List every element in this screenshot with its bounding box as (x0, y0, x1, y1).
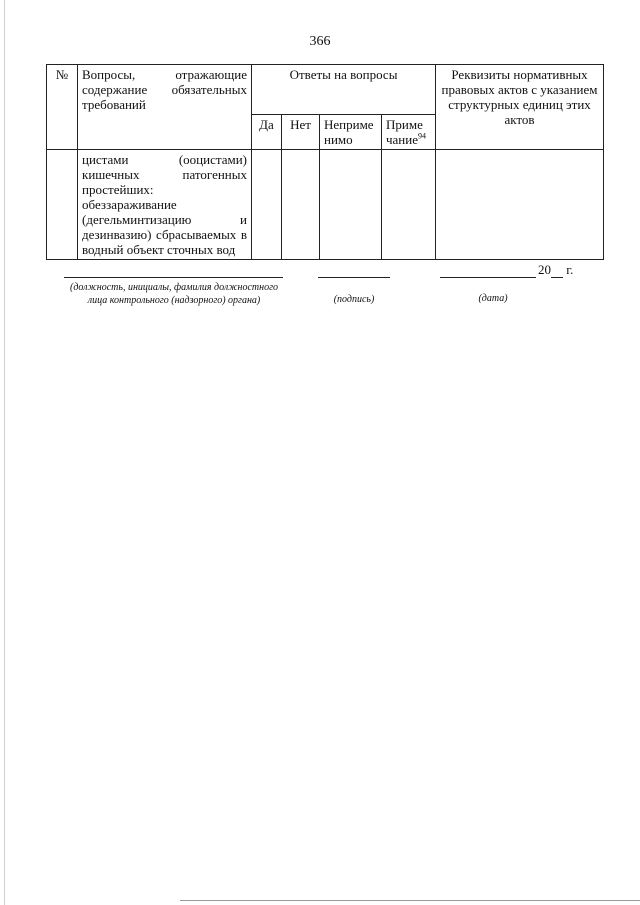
position-caption (46, 281, 302, 307)
scan-edge-left (4, 0, 5, 905)
header-answer-no: Нет (282, 115, 320, 150)
checklist-table (46, 64, 604, 260)
year-suffix: г. (566, 262, 574, 277)
row-answer-yes-cell[interactable] (252, 150, 282, 260)
row-question-line-1: цистами (ооцистами) (82, 152, 247, 167)
header-answers-group: Ответы на вопросы (252, 65, 436, 115)
row-not-applicable-cell[interactable] (320, 150, 382, 260)
header-note-line-1: Приме (386, 117, 423, 132)
row-question-line-5: (дегельминтизацию и (82, 212, 247, 227)
header-not-applicable-line-2: нимо (324, 132, 353, 147)
row-question-line-6: дезинвазию) сбрасываемых в (82, 227, 247, 242)
header-requisites-line-2: правовых актов с указанием (441, 82, 598, 97)
header-requisites-line-4: актов (504, 112, 535, 127)
header-note-line-2 (386, 132, 431, 147)
header-requisites-line-1: Реквизиты нормативных (451, 67, 588, 82)
date-line (440, 277, 536, 278)
signature-caption: (подпись) (333, 294, 375, 305)
header-requisites (436, 65, 604, 150)
row-question (78, 150, 252, 260)
year-prefix: 20 (538, 262, 551, 277)
row-question-line-2: кишечных патогенных (82, 167, 247, 182)
page-number: 366 (309, 34, 331, 49)
position-signature-line (64, 277, 283, 278)
header-questions-line-2: содержание обязательных (82, 82, 247, 97)
row-requisites-cell[interactable] (436, 150, 604, 260)
year-field (538, 262, 573, 278)
header-not-applicable (320, 115, 382, 150)
position-caption-line-1: (должность, инициалы, фамилия должностного (69, 282, 278, 293)
row-answer-no-cell[interactable] (282, 150, 320, 260)
year-blank (551, 266, 563, 278)
footnote-marker: 94 (418, 131, 426, 141)
scan-edge-bottom (180, 900, 640, 901)
row-question-line-4: обеззараживание (82, 197, 177, 212)
header-questions-line-1: Вопросы, отражающие (82, 67, 247, 82)
position-caption-line-2: лица контрольного (надзорного) органа) (87, 295, 261, 306)
header-not-applicable-line-1: Неприме (324, 117, 374, 132)
row-question-line-7: водный объект сточных вод (82, 242, 236, 257)
row-note-cell[interactable] (382, 150, 436, 260)
header-number: № (47, 65, 78, 150)
header-questions (78, 65, 252, 150)
header-answer-yes: Да (252, 115, 282, 150)
row-question-line-3: простейших: (82, 182, 154, 197)
header-note (382, 115, 436, 150)
header-requisites-line-3: структурных единиц этих (448, 97, 591, 112)
header-questions-line-3: требований (82, 97, 146, 112)
header-note-word: чание (386, 132, 418, 147)
signature-line (318, 277, 390, 278)
date-caption: (дата) (478, 293, 508, 304)
row-number (47, 150, 78, 260)
